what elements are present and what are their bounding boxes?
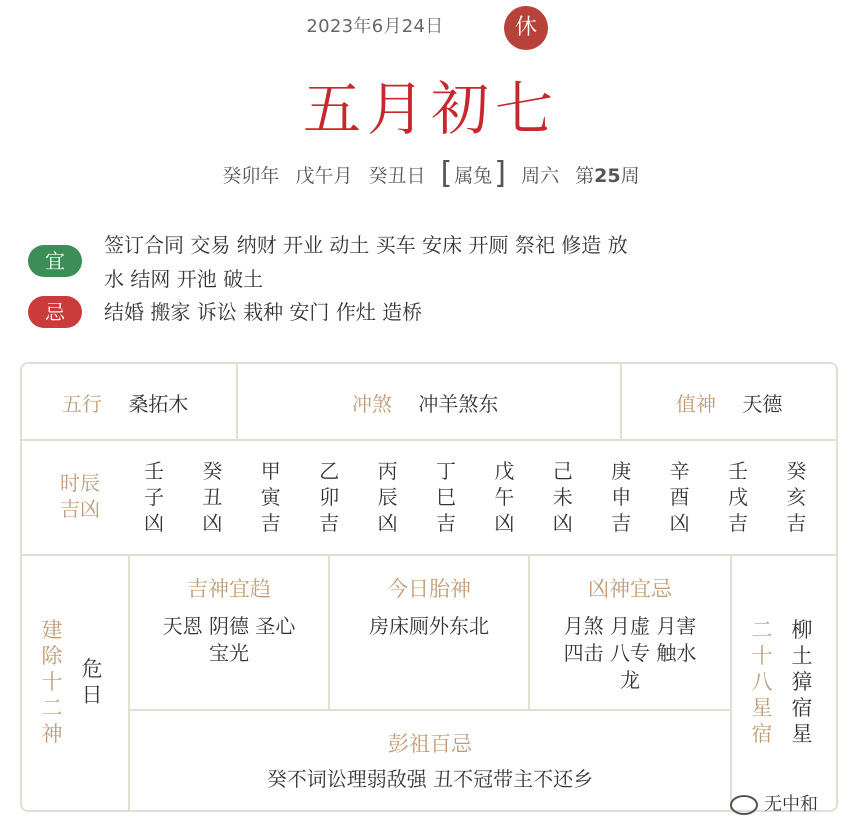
hour-item	[432, 458, 460, 536]
hour-luck: 凶	[669, 511, 690, 535]
hour-luck: 吉	[786, 511, 807, 535]
wuxing-value: 桑拓木	[128, 392, 189, 416]
week-number: 第25周	[575, 164, 640, 187]
ganzhi-line	[0, 156, 862, 191]
hour-item	[198, 458, 226, 536]
hour-stem: 丁	[436, 459, 456, 483]
hour-luck: 吉	[260, 511, 281, 535]
zhishen-cell	[676, 388, 782, 417]
hour-luck: 凶	[552, 511, 573, 535]
hour-stem: 庚	[611, 459, 632, 483]
ganzhi-day: 癸丑日	[368, 164, 426, 187]
hour-stem: 甲	[260, 459, 281, 483]
hour-branch: 丑	[202, 485, 223, 509]
hour-branch: 子	[144, 485, 164, 509]
hour-stem: 癸	[202, 459, 223, 483]
zodiac-text: 属兔	[454, 164, 493, 187]
wuxing-cell	[62, 388, 188, 417]
hour-item	[315, 458, 343, 536]
hour-item	[549, 458, 577, 536]
hour-item	[724, 458, 752, 536]
hour-branch: 戌	[728, 485, 748, 509]
hour-branch: 卯	[319, 485, 340, 509]
hour-luck: 吉	[319, 511, 340, 535]
wuxing-label: 五行	[62, 392, 102, 416]
hour-item	[666, 458, 694, 536]
hour-item	[782, 458, 810, 536]
hour-luck: 吉	[728, 511, 748, 535]
ganzhi-year: 癸卯年	[222, 164, 280, 187]
hour-stem: 丙	[377, 459, 398, 483]
zhishen-label: 值神	[676, 392, 716, 416]
jianchu-label: 建 除 十 二 神	[41, 618, 63, 746]
hour-branch: 午	[494, 485, 515, 509]
bracket-left-icon: [	[440, 156, 453, 191]
rest-day-badge: 休	[504, 6, 548, 50]
watermark: 无中和	[730, 790, 818, 816]
chongsha-label: 冲煞	[352, 392, 392, 416]
yi-badge: 宜	[28, 245, 82, 277]
hour-luck: 凶	[377, 511, 398, 535]
xiongshen-value: 月煞 月虚 月害 四击 八专 触水 龙	[563, 614, 697, 692]
weekday: 周六	[521, 164, 560, 187]
hours-label: 时辰 吉凶	[60, 471, 100, 521]
hour-luck: 吉	[436, 511, 456, 535]
chongsha-value: 冲羊煞东	[418, 392, 499, 416]
hour-item	[140, 458, 168, 536]
hour-branch: 辰	[377, 485, 398, 509]
jishen-label: 吉神宜趋	[187, 577, 271, 601]
wechat-icon	[730, 795, 758, 815]
hour-luck: 凶	[494, 511, 515, 535]
hour-stem: 壬	[144, 459, 164, 483]
divider	[129, 709, 731, 711]
xiongshen-label: 凶神宜忌	[588, 577, 672, 601]
ji-activities: 结婚 搬家 诉讼 栽种 安门 作灶 造桥	[104, 300, 423, 324]
ganzhi-month: 戊午月	[295, 164, 353, 187]
zhishen-value: 天德	[742, 392, 783, 416]
hour-branch: 酉	[669, 485, 690, 509]
hour-luck: 凶	[144, 511, 164, 535]
hour-luck: 凶	[202, 511, 223, 535]
taishen-value: 房床厕外东北	[369, 614, 489, 638]
hour-luck: 吉	[611, 511, 632, 535]
hour-stem: 己	[552, 459, 573, 483]
hour-stem: 癸	[786, 459, 807, 483]
bracket-right-icon: ]	[494, 156, 507, 191]
hour-stem: 乙	[319, 459, 340, 483]
xiu-label: 二 十 八 星 宿	[751, 618, 773, 746]
hour-stem: 壬	[728, 459, 748, 483]
hour-branch: 申	[611, 485, 632, 509]
xiu-value: 柳 土 獐 宿 星	[791, 618, 813, 746]
divider	[730, 555, 732, 810]
hour-stem: 辛	[669, 459, 690, 483]
divider	[21, 439, 837, 441]
hour-item	[490, 458, 518, 536]
hour-branch: 亥	[786, 485, 807, 509]
divider	[236, 364, 238, 440]
taishen-label: 今日胎神	[387, 577, 471, 601]
zodiac-tag	[440, 156, 507, 191]
divider	[620, 364, 622, 440]
yi-activities	[104, 228, 704, 296]
hour-branch: 未	[552, 485, 573, 509]
ji-badge: 忌	[28, 296, 82, 328]
divider	[21, 554, 837, 556]
yi-line-1: 签订合同 交易 纳财 开业 动土 买车 安床 开厕 祭祀 修造 放	[104, 233, 628, 257]
hour-branch: 巳	[436, 485, 456, 509]
hour-item	[607, 458, 635, 536]
gregorian-date: 2023年6月24日	[306, 16, 444, 37]
lunar-date: 五月初七	[302, 75, 559, 143]
yi-line-2: 水 结网 开池 破土	[104, 267, 264, 291]
hour-item	[374, 458, 402, 536]
pengzu-label: 彭祖百忌	[388, 732, 472, 756]
jishen-value: 天恩 阴德 圣心 宝光	[162, 614, 296, 665]
jianchu-value: 危 日	[81, 657, 103, 707]
hour-stem: 戊	[494, 459, 515, 483]
hour-item	[257, 458, 285, 536]
hour-branch: 寅	[260, 485, 281, 509]
chongsha-cell	[352, 388, 498, 417]
pengzu-value: 癸不词讼理弱敌强 丑不冠带主不还乡	[266, 767, 594, 791]
